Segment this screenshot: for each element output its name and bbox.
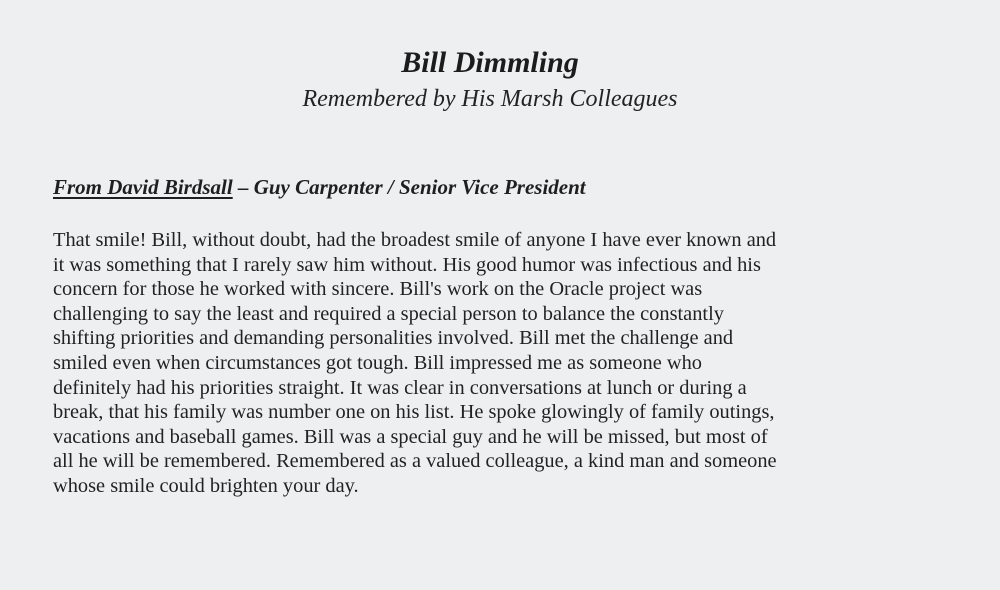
tribute-line: challenging to say the least and required a special person to balance the constantly (53, 302, 724, 325)
tribute-line: break, that his family was number one on his list. He spoke glowingly of family outings, (53, 401, 775, 424)
tribute-line: That smile! Bill, without doubt, had the broadest smile of anyone I have ever known and (53, 229, 777, 251)
tribute-line: smiled even when circumstances got tough. Bill impressed me as someone who (53, 351, 702, 374)
tribute-line: all he will be remembered. Remembered as a valued colleague, a kind man and someone (53, 450, 777, 473)
tribute-line: vacations and baseball games. Bill was a special guy and he will be missed, but most of (53, 425, 768, 448)
tribute-line: whose smile could brighten your day. (53, 474, 359, 497)
tribute-line: shifting priorities and demanding personalities involved. Bill met the challenge and (53, 327, 734, 350)
attribution-role: – Guy Carpenter / Senior Vice President (232, 175, 586, 199)
tribute-line: concern for those he worked with sincere. Bill's work on the Oracle project was (53, 278, 703, 301)
attribution-author: From David Birdsall (53, 175, 233, 199)
document-subtitle: Remembered by His Marsh Colleagues (302, 86, 678, 112)
attribution-line (53, 174, 586, 200)
tribute-line: it was something that I rarely saw him without. His good humor was infectious and his (53, 253, 761, 276)
tribute-paragraph (53, 228, 983, 499)
document-title: Bill Dimmling (401, 46, 579, 79)
tribute-line: definitely had his priorities straight. It was clear in conversations at lunch or during a (53, 376, 747, 399)
